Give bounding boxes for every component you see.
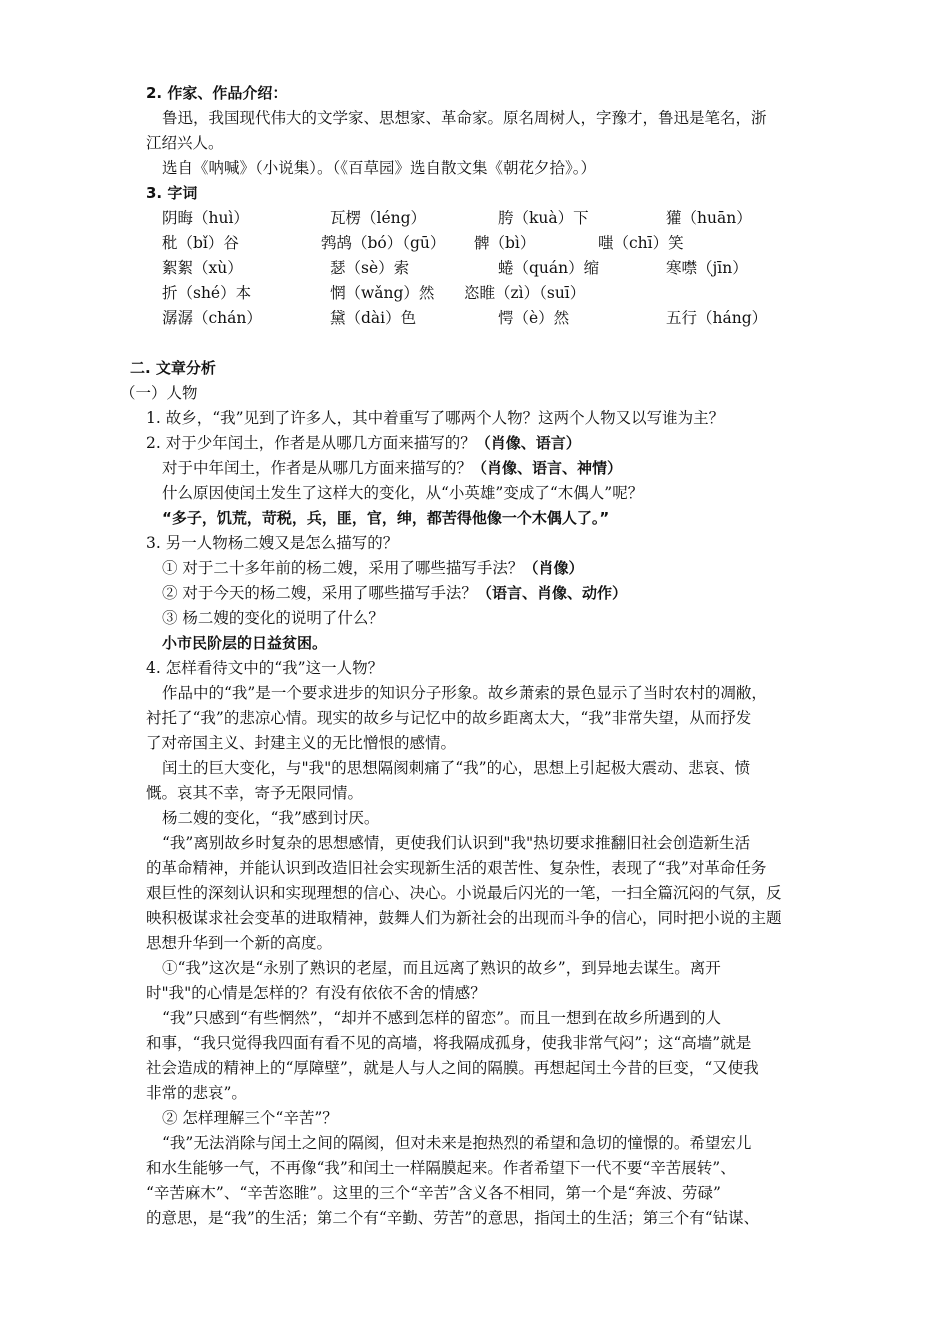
paragraph-line: 艰巨性的深刻认识和实现理想的信心、决心。小说最后闪光的一笔，一扫全篇沉闷的气氛，反: [146, 884, 782, 902]
paragraph-line: 和水生能够一气，不再像“我”和闰土一样隔膜起来。作者希望下一代不要“辛苦展转”、: [146, 1159, 736, 1177]
vocab-item: 胯（kuà）下: [498, 209, 589, 227]
vocab-item: 惘（wǎng）然: [330, 284, 435, 302]
paragraph-line: 杨二嫂的变化，“我”感到讨厌。: [162, 809, 380, 827]
question-3b: [162, 582, 627, 604]
vocab-item: 潺潺（chán）: [162, 309, 262, 327]
question-text: 2. 对于少年闰土，作者是从哪几方面来描写的？: [146, 434, 476, 452]
paragraph-line: 闰土的巨大变化，与"我"的思想隔阂刺痛了“我”的心，思想上引起极大震动、悲哀、愤: [162, 759, 751, 777]
paragraph-line: 作品中的“我”是一个要求进步的知识分子形象。故乡萧索的景色显示了当时农村的凋敝，: [162, 684, 767, 702]
vocab-item: 愕（è）然: [498, 309, 570, 327]
paragraph-line: 映积极谋求社会变革的进取精神，鼓舞人们为新社会的出现而斗争的信心，同时把小说的主题: [146, 909, 782, 927]
answer-2c: “多子，饥荒，苛税，兵，匪，官，绅，都苦得他像一个木偶人了。”: [162, 509, 610, 527]
paragraph-line: 选自《呐喊》（小说集）。（《百草园》选自散文集《朝花夕拾》。）: [162, 159, 597, 177]
paragraph-line: “我”无法消除与闰土之间的隔阂，但对未来是抱热烈的希望和急切的憧憬的。希望宏儿: [162, 1134, 752, 1152]
vocab-item: 恣睢（zì）（suī）: [464, 284, 586, 302]
vocab-item: 阴晦（huì）: [162, 209, 249, 227]
question-3a: [162, 557, 583, 579]
question-2: [146, 432, 581, 454]
vocab-item: 瓦楞（léng）: [330, 209, 427, 227]
question-4: 4. 怎样看待文中的“我”这一人物？: [146, 659, 384, 677]
paragraph-line: ② 怎样理解三个“辛苦”？: [162, 1109, 338, 1127]
vocab-item: 寒噤（jīn）: [666, 259, 748, 277]
question-text: ② 对于今天的杨二嫂，采用了哪些描写手法？: [162, 584, 477, 602]
section-heading-analysis: 二. 文章分析: [130, 359, 216, 377]
vocab-item: 五行（háng）: [666, 309, 768, 327]
paragraph-line: “辛苦麻木”、“辛苦恣睢”。这里的三个“辛苦”含义各不相同，第一个是“奔波、劳碌”: [146, 1184, 721, 1202]
vocab-item: 秕（bǐ）谷: [162, 234, 239, 252]
paragraph-line: 江绍兴人。: [146, 134, 224, 152]
answer-text: （肖像）: [523, 559, 584, 577]
paragraph-line: 鲁迅，我国现代伟大的文学家、思想家、革命家。原名周树人，字豫才，鲁迅是笔名，浙: [162, 109, 767, 127]
answer-text: （肖像、语言、神情）: [472, 459, 623, 477]
vocab-item: 鹁鸪（bó）（gū）: [321, 234, 446, 252]
section-heading-author: 2. 作家、作品介绍：: [146, 84, 288, 102]
answer-text: （语言、肖像、动作）: [476, 584, 627, 602]
paragraph-line: 和事，“我只觉得我四面有看不见的高墙，将我隔成孤身，使我非常气闷”；这“高墙”就是: [146, 1034, 752, 1052]
sub-heading-characters: （一）人物: [120, 384, 198, 402]
paragraph-line: 了对帝国主义、封建主义的无比憎恨的感情。: [146, 734, 457, 752]
question-3c: ③ 杨二嫂的变化的说明了什么？: [162, 609, 384, 627]
paragraph-line: 社会造成的精神上的“厚障壁”，就是人与人之间的隔膜。再想起闰土今昔的巨变，“又使我: [146, 1059, 759, 1077]
section-heading-words: 3. 字词: [146, 184, 198, 202]
paragraph-line: 思想升华到一个新的高度。: [146, 934, 333, 952]
vocab-item: 黛（dài）色: [330, 309, 417, 327]
vocab-item: 瑟（sè）索: [330, 259, 410, 277]
vocab-item: 獾（huān）: [666, 209, 752, 227]
paragraph-line: 慨。哀其不幸，寄予无限同情。: [146, 784, 364, 802]
question-2c: 什么原因使闰土发生了这样大的变化，从“小英雄”变成了“木偶人”呢？: [162, 484, 644, 502]
vocab-item: 嗤（chī）笑: [598, 234, 684, 252]
paragraph-line: “我”只感到“有些惘然”，“却并不感到怎样的留恋”。而且一想到在故乡所遇到的人: [162, 1009, 722, 1027]
paragraph-line: 时"我"的心情是怎样的？有没有依依不舍的情感？: [146, 984, 486, 1002]
paragraph-line: 衬托了“我”的悲凉心情。现实的故乡与记忆中的故乡距离太大，“我”非常失望，从而抒发: [146, 709, 752, 727]
answer-text: （肖像、语言）: [475, 434, 581, 452]
vocab-item: 蜷（quán）缩: [498, 259, 600, 277]
question-text: ① 对于二十多年前的杨二嫂，采用了哪些描写手法？: [162, 559, 524, 577]
question-3: 3. 另一人物杨二嫂又是怎么描写的？: [146, 534, 399, 552]
vocab-item: 髀（bì）: [474, 234, 536, 252]
vocab-item: 絮絮（xù）: [162, 259, 243, 277]
paragraph-line: ①“我”这次是“永别了熟识的老屋，而且远离了熟识的故乡”，到异地去谋生。离开: [162, 959, 721, 977]
answer-3c: 小市民阶层的日益贫困。: [162, 634, 328, 652]
paragraph-line: 的意思，是“我”的生活；第二个有“辛勤、劳苦”的意思，指闰土的生活；第三个有“钻谋、: [146, 1209, 760, 1227]
question-1: 1. 故乡，“我”见到了许多人，其中着重写了哪两个人物？这两个人物又以写谁为主？: [146, 409, 725, 427]
paragraph-line: “我”离别故乡时复杂的思想感情，更使我们认识到"我"热切要求推翻旧社会创造新生活: [162, 834, 751, 852]
paragraph-line: 的革命精神，并能认识到改造旧社会实现新生活的艰苦性、复杂性，表现了“我”对革命任务: [146, 859, 767, 877]
question-2b: [162, 457, 622, 479]
question-text: 对于中年闰土，作者是从哪几方面来描写的？: [162, 459, 473, 477]
vocab-item: 折（shé）本: [162, 284, 252, 302]
paragraph-line: 非常的悲哀”。: [146, 1084, 247, 1102]
